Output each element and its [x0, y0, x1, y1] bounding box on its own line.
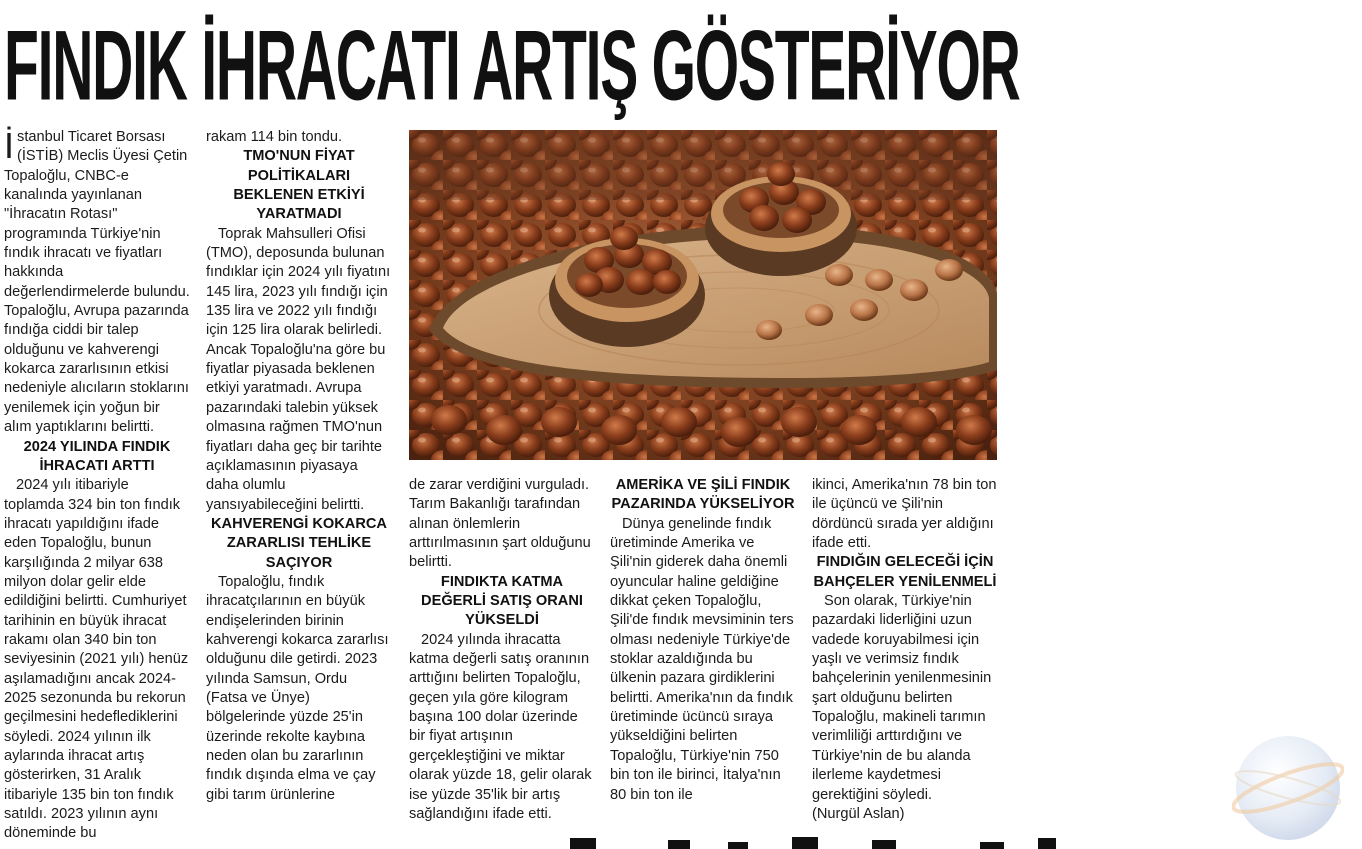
subheading-export-increase: 2024 YILINDA FINDIK İHRACATI ARTTI [23, 438, 171, 474]
subheading-value-added: FINDIKTA KATMA DEĞERLİ SATIŞ ORANI YÜKSELDİ [421, 573, 583, 629]
article-column-1 [4, 125, 190, 844]
next-headline-fragment [560, 836, 1060, 849]
paragraph-value-added: 2024 yılında ihracatta katma değerli satış oranının arttığını belirten Topaloğlu, geçen yıla göre kilogram başına 100 dolar üzerinde bir fiyat artışının gerçekleştiğini ve miktar olarak yüzde 18, gelir olarak ise yüzde 35'lik bir artış sağlandığını ifade etti. [409, 631, 592, 822]
byline: (Nurgül Aslan) [812, 805, 905, 822]
headline: FINDIK İHRACATI ARTIŞ GÖSTERİYOR [4, 10, 1020, 121]
subheading-orchards: FINDIĞIN GELECEĞİ İÇİN BAHÇELER YENİLENMELİ [813, 554, 997, 590]
drop-cap: İ [4, 125, 15, 166]
intro-text: stanbul Ticaret Borsası (İSTİB) Meclis Üyesi Çetin Topaloğlu, CNBC-e kanalında yayınlanan "İhracatın Rotası" programında Türkiye'nin fındık ihracatı ve fiyatları hakkında değerlendirmelerde bulundu. Topaloğlu, Avrupa pazarında fındığa ciddi bir talep olduğunu ve kahverengi kokarca zararlısının etkisi nedeniyle alıcıların stoklarını yenilemek için yoğun bir alım yaptıklarını belirtti. [4, 129, 190, 436]
hazelnut-photo [409, 130, 997, 460]
cropped-text-shapes [560, 836, 1060, 849]
paragraph-orchards: Son olarak, Türkiye'nin pazardaki liderliğini uzun vadede koruyabilmesi için yaşlı ve verimsiz fındık bahçelerinin yenilenmesinin şart olduğunu belirten Topaloğlu, makineli tarımın verimliliği arttırdığını ve Türkiye'nin de bu alanda ilerleme kaydetmesi gerektiğini söyledi. [812, 593, 992, 803]
article-column-2 [206, 128, 392, 805]
watermark-globe-icon [1232, 732, 1344, 844]
subheading-america-chile: AMERİKA VE ŞİLİ FINDIK PAZARINDA YÜKSELİYOR [611, 477, 795, 513]
intro-paragraph [4, 125, 190, 438]
continued-text: de zarar verdiğini vurguladı. Tarım Bakanlığı tarafından alınan önlemlerin arttırılmasının şart olduğunu belirtti. [409, 477, 591, 571]
article-column-4 [610, 476, 796, 805]
continued-text: ikinci, Amerika'nın 78 bin ton ile üçüncü ve Şili'nin dördüncü sırada yer aldığını ifade etti. [812, 477, 997, 552]
continued-text: rakam 114 bin tondu. [206, 129, 343, 145]
paragraph-stink-bug: Topaloğlu, fındık ihracatçılarının en büyük endişelerinden birinin kahverengi kokarca zararlısı olduğunu dile getirdi. 2023 yılında Samsun, Ordu (Fatsa ve Ünye) bölgelerinde yüzde 25'in üzerinde rekolte kaybına neden olan bu zararlının fındık dışında elma ve çay gibi tarım ürünlerine [206, 573, 389, 803]
article-column-5 [812, 476, 998, 824]
subheading-tmo-prices: TMO'NUN FİYAT POLİTİKALARI BEKLENEN ETKİYİ YARATMADI [233, 148, 365, 223]
paragraph-america-chile: Dünya genelinde fındık üretiminde Amerika ve Şili'nin giderek daha önemli oyuncular haline geldiğine dikkat çeken Topaloğlu, Şili'de fındık mevsiminin ters olması nedeniyle Türkiye'de stoklar azaldığında bu ülkenin pazara girdiklerini belirtti. Amerika'nın da fındık üretiminde ücüncü sıraya yükseldiğini belirten Topaloğlu, Türkiye'nin 750 bin ton ile birinci, İtalya'nın 80 bin ton ile [610, 515, 794, 803]
subheading-stink-bug: KAHVERENGİ KOKARCA ZARARLISI TEHLİKE SAÇIYOR [211, 515, 387, 571]
hazelnut-illustration [409, 130, 997, 460]
paragraph-tmo-prices: Toprak Mahsulleri Ofisi (TMO), deposunda bulunan fındıklar için 2024 yılı fiyatını 145 lira, 2023 yılı fındığı için 135 lira ve 2022 yılı fındığı için 125 lira olarak belirledi. Ancak Topaloğlu'na göre bu fiyatlar piyasada beklenen etkiyi yaratmadı. Avrupa pazarındaki talebin yüksek olmasına rağmen TMO'nun fiyatları daha geç bir tarihte açıklamasının piyasaya daha olumlu yansıyabileceğini belirtti. [206, 225, 391, 513]
paragraph-export-figures: 2024 yılı itibariyle toplamda 324 bin ton fındık ihracatı yapıldığını ifade eden Topaloğlu, bunun karşılığında 2 milyar 638 milyon dolar gelir elde edildiğini belirtti. Cumhuriyet tarihinin en büyük ihracat rakamı olan 340 bin ton seviyesinin (2021 yılı) henüz aşılamadığını ancak 2024-2025 sezonunda bu rekorun geçilmesini hedeflediklerini söyledi. 2024 yılının ilk aylarında ihracat artış gösterirken, 31 Aralık itibariyle 135 bin ton fındık satıldı. 2023 yılının aynı döneminde bu [4, 477, 189, 842]
article-column-3 [409, 476, 595, 824]
